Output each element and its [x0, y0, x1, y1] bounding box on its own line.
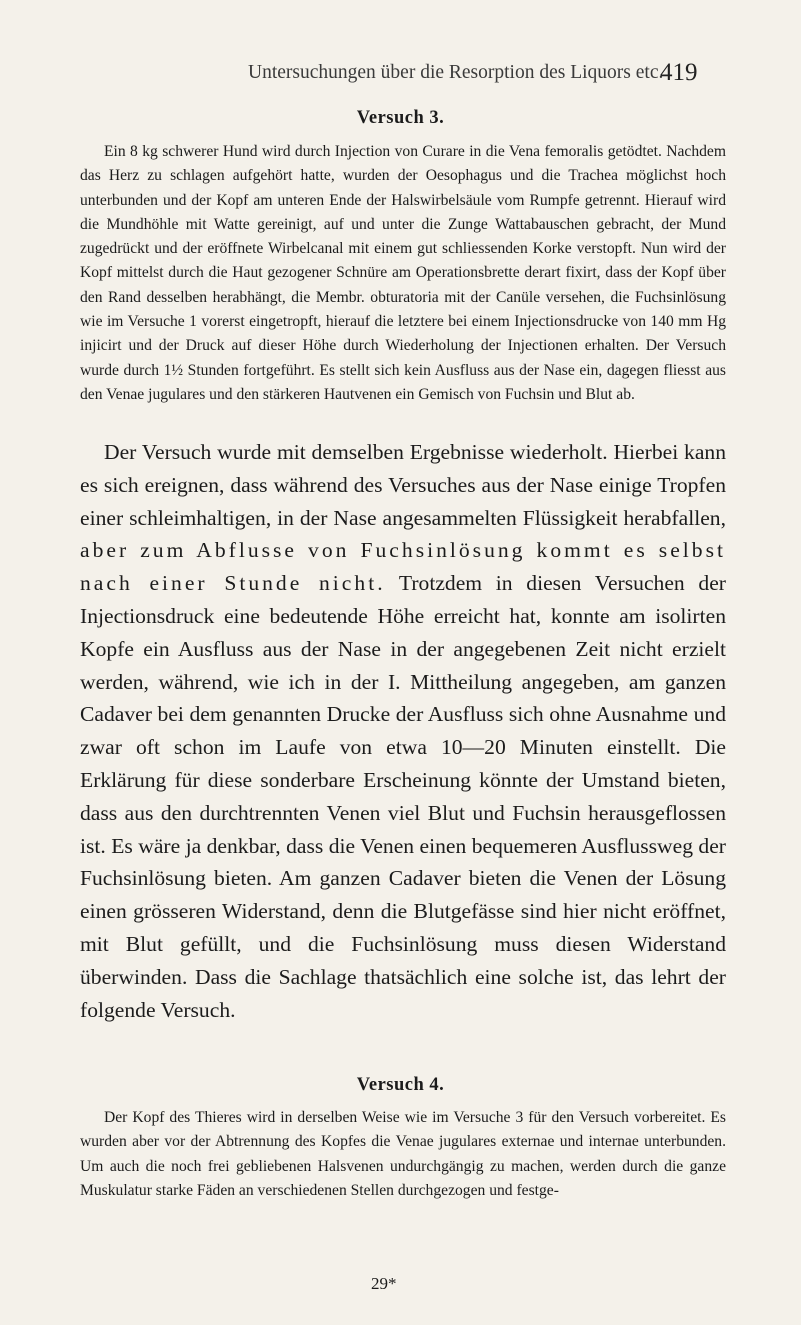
- page-header: [0, 59, 801, 92]
- signature-mark: 29*: [371, 1274, 397, 1293]
- discussion-text-1: Der Versuch wurde mit demselben Ergebnisse wiederholt. Hierbei kann es sich ereignen, dass während des Versuches aus der Nase einige Tropfen einer schleimhaltigen, in der Nase angesammelten Flüssigkeit herabfallen,: [80, 440, 726, 530]
- page-number: 419: [660, 59, 698, 86]
- discussion-emphasis: aber zum Abflusse von Fuchsinlösung kommt es selbst nach einer Stunde nicht.: [80, 538, 726, 596]
- running-title: Untersuchungen über die Resorption des Liquors etc.: [248, 62, 664, 83]
- section-heading-versuch-4: Versuch 4.: [356, 1075, 445, 1095]
- section-heading-versuch-3: Versuch 3.: [356, 108, 445, 128]
- paragraph-versuch-4: Der Kopf des Thieres wird in derselben Weise wie im Versuche 3 für den Versuch vorbereitet. Es wurden aber vor der Abtrennung des Kopfes die Venae jugulares externae und internae unterbunden. Um auch die noch frei gebliebenen Halsvenen undurchgängig zu machen, werden durch die ganze Muskulatur starke Fäden an verschiedenen Stellen durchgezogen und festge-: [80, 1109, 726, 1199]
- discussion-text-2: Trotzdem in diesen Versuchen der Injectionsdruck eine bedeutende Höhe erreicht hat, konnte am isolirten Kopfe ein Ausfluss aus der Nase in der angegebenen Zeit nicht erzielt werden, während, wie ich in der I. Mittheilung angegeben, am ganzen Cadaver bei dem genannten Drucke der Ausfluss sich ohne Ausnahme und zwar oft schon im Laufe von etwa 10—20 Minuten einstellt. Die Erklärung für diese sonderbare Erscheinung könnte der Umstand bieten, dass aus den durchtrennten Venen viel Blut und Fuchsin herausgeflossen ist. Es wäre ja denkbar, dass die Venen einen bequemeren Ausflussweg der Fuchsinlösung bieten. Am ganzen Cadaver bieten die Venen der Lösung einen grösseren Widerstand, denn die Blutgefässe sind hier nicht eröffnet, mit Blut gefüllt, und die Fuchsinlösung muss diesen Widerstand überwinden. Dass die Sachlage thatsächlich eine solche ist, das lehrt der folgende Versuch.: [80, 571, 726, 1022]
- discussion-paragraph: [80, 436, 726, 1026]
- paragraph-versuch-3: Ein 8 kg schwerer Hund wird durch Injection von Curare in die Vena femoralis getödtet. Nachdem das Herz zu schlagen aufgehört hatte, wurden der Oesophagus und die Trachea möglichst hoch unterbunden und der Kopf am unteren Ende der Halswirbelsäule vom Rumpfe getrennt. Hierauf wird die Mundhöhle mit Watte gereinigt, auf und unter die Zunge Wattabauschen gebracht, der Mund zugedrückt und der eröffnete Wirbelcanal mit einem gut schliessenden Korke verstopft. Nun wird der Kopf mittelst durch die Haut gezogener Schnüre am Operationsbrette derart fixirt, dass der Kopf über den Rand desselben herabhängt, die Membr. obturatoria mit der Canüle versehen, die Fuchsinlösung wie im Versuche 1 vorerst eingetropft, hierauf die letztere bei einem Injectionsdrucke von 140 mm Hg injicirt und der Druck auf dieser Höhe durch Wiederholung der Injectionen erhalten. Der Versuch wurde durch 1½ Stunden fortgeführt. Es stellt sich kein Ausfluss aus der Nase ein, dagegen fliesst aus den Venae jugulares und den stärkeren Hautvenen ein Gemisch von Fuchsin und Blut ab.: [80, 143, 726, 403]
